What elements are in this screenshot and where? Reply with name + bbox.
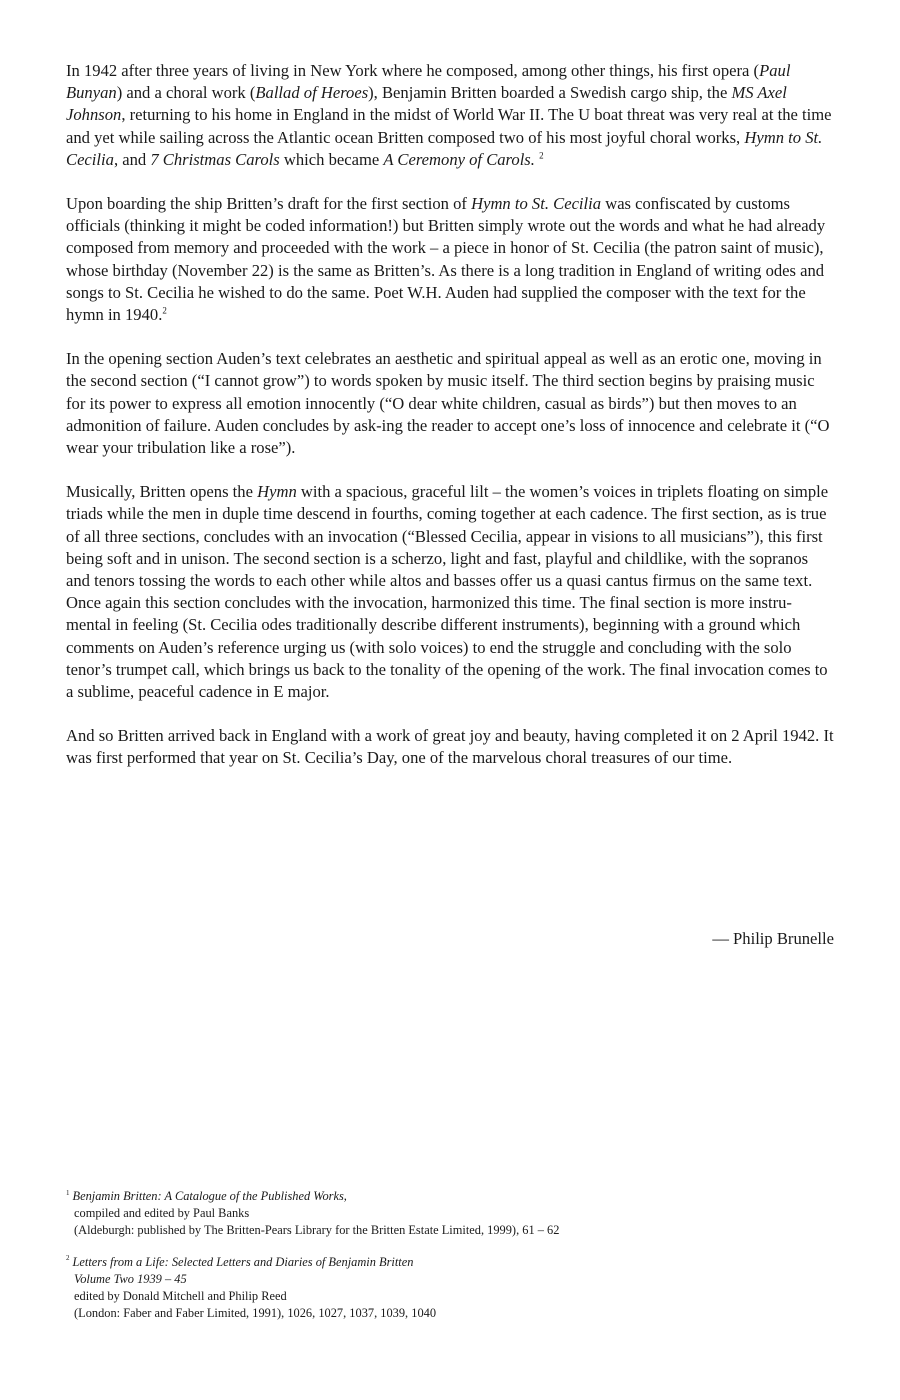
text-run: , and <box>113 149 151 169</box>
footnote-mark: 2 <box>66 1254 70 1263</box>
text-run: In 1942 after three years of living in New York where he composed, among other things, his first opera ( <box>66 61 760 80</box>
footnote-title: Letters from a Life: Selected Letters and Diaries of Benjamin Britten <box>72 1254 414 1269</box>
text-run: was confiscated by customs officials (thinking it might be coded information!) but Britten simply wrote out the words and what he had already composed from memory and proceeded with the work – a piece in honor of St. Cecilia (the patron saint of music), whose birthday (November 22) is the same as Britten’s. As there is a long tradition in England of writing odes and songs to St. Cecilia he wished to do the same. Poet W.H. Auden had supplied the composer with the text for the hymn in 1940. <box>66 194 826 325</box>
paragraph-4 <box>66 481 834 703</box>
text-run: Upon boarding the ship Britten’s draft for the first section of <box>66 194 472 214</box>
essay-body <box>66 60 834 792</box>
footnote-mark: 1 <box>66 1188 70 1197</box>
footnote-title-line <box>66 1188 826 1205</box>
footnote-line <box>66 1271 826 1288</box>
text-run: which became <box>279 149 384 169</box>
text-run: Musically, Britten opens the <box>66 482 258 502</box>
footnote-line: (Aldeburgh: published by The Britten-Pears Library for the Britten Estate Limited, 1999), 61 – 62 <box>74 1223 560 1238</box>
footnote-title: Benjamin Britten: A Catalogue of the Published Works, <box>72 1189 347 1203</box>
footnote-line: edited by Donald Mitchell and Philip Reed <box>74 1289 287 1304</box>
footnote-volume: Volume Two 1939 – 45 <box>74 1271 187 1286</box>
paragraph-1 <box>66 60 834 171</box>
paragraph-2 <box>66 193 834 326</box>
italic-title: Hymn to St. Cecilia <box>471 194 602 214</box>
italic-title: MS Axel Johnson <box>66 83 787 125</box>
italic-title: Ballad of Heroes <box>255 83 369 103</box>
footnote-reference: 2 <box>539 150 544 161</box>
italic-title: Paul Bunyan <box>66 61 791 103</box>
paragraph-5: And so Britten arrived back in England with a work of great joy and beauty, having completed it on 2 April 1942. It was first performed that year on St. Cecilia’s Day, one of the marvelous choral treasures of our time. <box>66 726 834 768</box>
footnote-line: (London: Faber and Faber Limited, 1991), 1026, 1027, 1037, 1039, 1040 <box>74 1306 437 1321</box>
italic-title: A Ceremony of Carols. <box>383 149 535 169</box>
footnote-1 <box>66 1188 826 1240</box>
text-run: ), Benjamin Britten boarded a Swedish cargo ship, the <box>368 83 732 103</box>
footnote-reference: 2 <box>162 305 167 316</box>
italic-title: 7 Christmas Carols <box>150 149 280 169</box>
italic-title: Hymn <box>257 482 297 502</box>
text-run: with a spacious, graceful lilt – the women’s voices in triplets floating on simple triads while the men in duple time descend in fourths, coming together at each cadence. The first section, as is true of all three sections, concludes with an invocation (“Blessed Cecilia, appear in visions to all musicians”), this first being soft and in unison. The second section is a scherzo, light and fast, playful and childlike, with the sopranos and tenors tossing the words to each other while altos and basses offer us a quasi cantus firmus on the same text. Once again this section concludes with the invocation, harmonized this time. The final section is more instru-mental in feeling (St. Cecilia odes traditionally describe different instruments), beginning with a ground which comments on Auden’s reference urging us (with solo voices) to end the struggle and concluding with the solo tenor’s trumpet call, which brings us back to the tonality of the opening of the work. The final invocation comes to a sublime, peaceful cadence in E major. <box>66 482 829 702</box>
footnote-2 <box>66 1254 826 1323</box>
footnote-title-line <box>66 1254 826 1271</box>
author-signature: — Philip Brunelle <box>712 929 834 948</box>
paragraph-3: In the opening section Auden’s text celebrates an aesthetic and spiritual appeal as well as an erotic one, moving in the second section (“I cannot grow”) to words spoken by music itself. The third section begins by praising music for its power to express all emotion innocently (“O dear white children, casual as birds”) but then moves to an admonition of failure. Auden concludes by ask-ing the reader to accept one’s loss of innocence and celebrate it (“O wear your tribulation like a rose”). <box>66 349 830 458</box>
italic-title: Hymn to St. Cecilia <box>66 127 823 169</box>
text-run: , returning to his home in England in the midst of World War II. The U boat threat was very real at the time and yet while sailing across the Atlantic ocean Britten composed two of his most joyful choral works, <box>66 105 832 147</box>
footnote-line: compiled and edited by Paul Banks <box>74 1206 250 1221</box>
footnotes <box>66 1188 826 1336</box>
text-run: ) and a choral work ( <box>116 83 256 103</box>
